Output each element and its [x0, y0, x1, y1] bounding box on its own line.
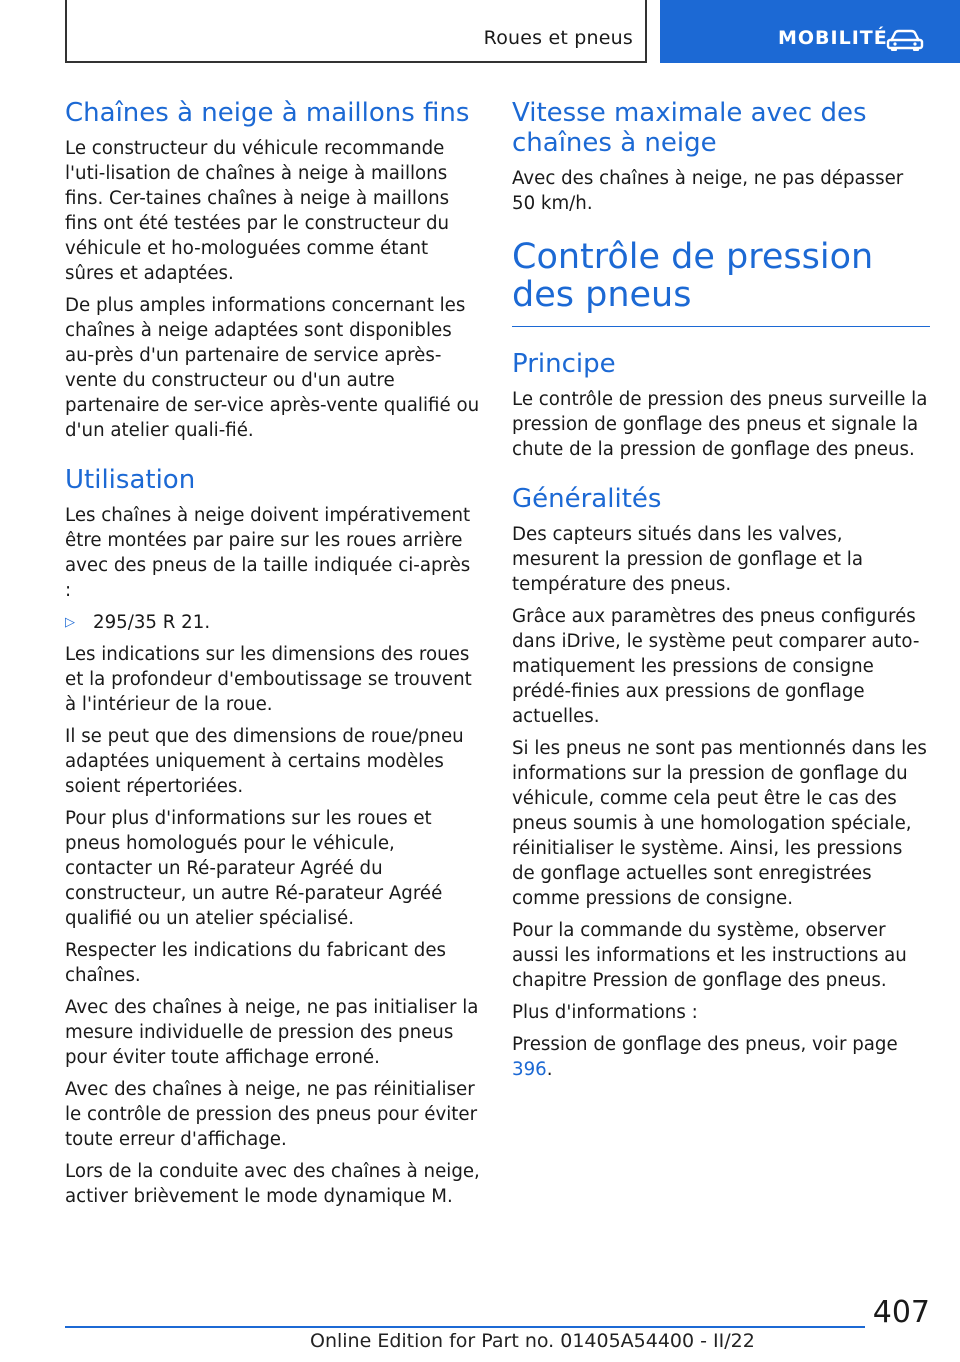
paragraph: Des capteurs situés dans les valves, mesurent la pression de gonflage et la température des pneus. [512, 524, 863, 595]
list-item-text: 295/35 R 21. [93, 612, 211, 633]
heading-use: Utilisation [65, 465, 196, 495]
page-number: 407 [872, 1295, 930, 1330]
paragraph: Pour plus d'informations sur les roues et pneus homologués pour le véhicule, contacter un Ré-parateur Agréé du constructeur, un autre Ré-parateur Agréé qualifié ou un atelier spécialisé. [65, 808, 443, 929]
paragraph: Respecter les indications du fabricant des chaînes. [65, 940, 446, 986]
reference-text: Pression de gonflage des pneus, voir page [512, 1034, 898, 1055]
paragraph: Le constructeur du véhicule recommande l'uti-lisation de chaînes à neige à maillons fins. Cer-taines chaînes à neige à maillons fins ont été testées par le constructeur du véhicule et ho-mologuées comme étant sûres et adaptées. [65, 138, 450, 284]
paragraph: De plus amples informations concernant les chaînes à neige adaptées sont disponibles au-près d'un partenaire de service après-vente du constructeur ou d'un autre partenaire de ser-vice après-vente qualifié ou d'un atelier quali-fié. [65, 295, 480, 441]
heading-tire-pressure-monitor: Contrôle de pression des pneus [512, 238, 930, 327]
page-link[interactable]: 396 [512, 1059, 547, 1080]
header-section-tab [660, 0, 960, 63]
paragraph: Il se peut que des dimensions de roue/pneu adaptées uniquement à certains modèles soient répertoriées. [65, 726, 464, 797]
heading-max-speed: Vitesse maximale avec des chaînes à neige [512, 98, 867, 158]
paragraph: Avec des chaînes à neige, ne pas initialiser la mesure individuelle de pression des pneus pour éviter toute affichage erroné. [65, 997, 479, 1068]
header-chapter-box [65, 0, 647, 63]
car-icon [886, 28, 924, 52]
paragraph: Grâce aux paramètres des pneus configurés dans iDrive, le système peut comparer auto-matiquement les pressions de consigne prédé-finies aux pressions de gonflage actuelles. [512, 606, 920, 727]
left-column [65, 98, 480, 1216]
section-label: MOBILITÉ [778, 27, 888, 49]
paragraph: Plus d'informations : [512, 1002, 698, 1023]
paragraph: Pour la commande du système, observer aussi les informations et les instructions au chapitre Pression de gonflage des pneus. [512, 920, 907, 991]
paragraph: Si les pneus ne sont pas mentionnés dans les informations sur la pression de gonflage du véhicule, comme cela peut être le cas des pneus soumis à une homologation spéciale, réinitialiser le système. Ainsi, les pressions de gonflage actuelles sont enregistrées comme pressions de consigne. [512, 738, 927, 909]
chapter-title: Roues et pneus [483, 27, 633, 49]
reference-end: . [546, 1059, 553, 1080]
paragraph-page-reference [512, 1032, 930, 1082]
heading-general: Généralités [512, 484, 662, 514]
right-column [512, 98, 930, 1089]
list-item [65, 610, 480, 635]
triangle-bullet-icon: ▷ [65, 615, 75, 630]
footer-divider [65, 1326, 865, 1328]
paragraph: Les chaînes à neige doivent impérativement être montées par paire sur les roues arrière avec des pneus de la taille indiquée ci-après : [65, 505, 471, 601]
paragraph: Le contrôle de pression des pneus surveille la pression de gonflage des pneus et signale la chute de la pression de gonflage des pneus. [512, 389, 928, 460]
paragraph: Lors de la conduite avec des chaînes à neige, activer brièvement le mode dynamique M. [65, 1161, 480, 1207]
footer-edition: Online Edition for Part no. 01405A54400 - II/22 [310, 1330, 755, 1352]
heading-principle: Principe [512, 349, 616, 379]
paragraph: Avec des chaînes à neige, ne pas réinitialiser le contrôle de pression des pneus pour éviter toute erreur d'affichage. [65, 1079, 478, 1150]
heading-fine-link-chains: Chaînes à neige à maillons fins [65, 98, 470, 128]
paragraph: Les indications sur les dimensions des roues et la profondeur d'emboutissage se trouvent à l'intérieur de la roue. [65, 644, 472, 715]
paragraph: Avec des chaînes à neige, ne pas dépasser 50 km/h. [512, 168, 904, 214]
